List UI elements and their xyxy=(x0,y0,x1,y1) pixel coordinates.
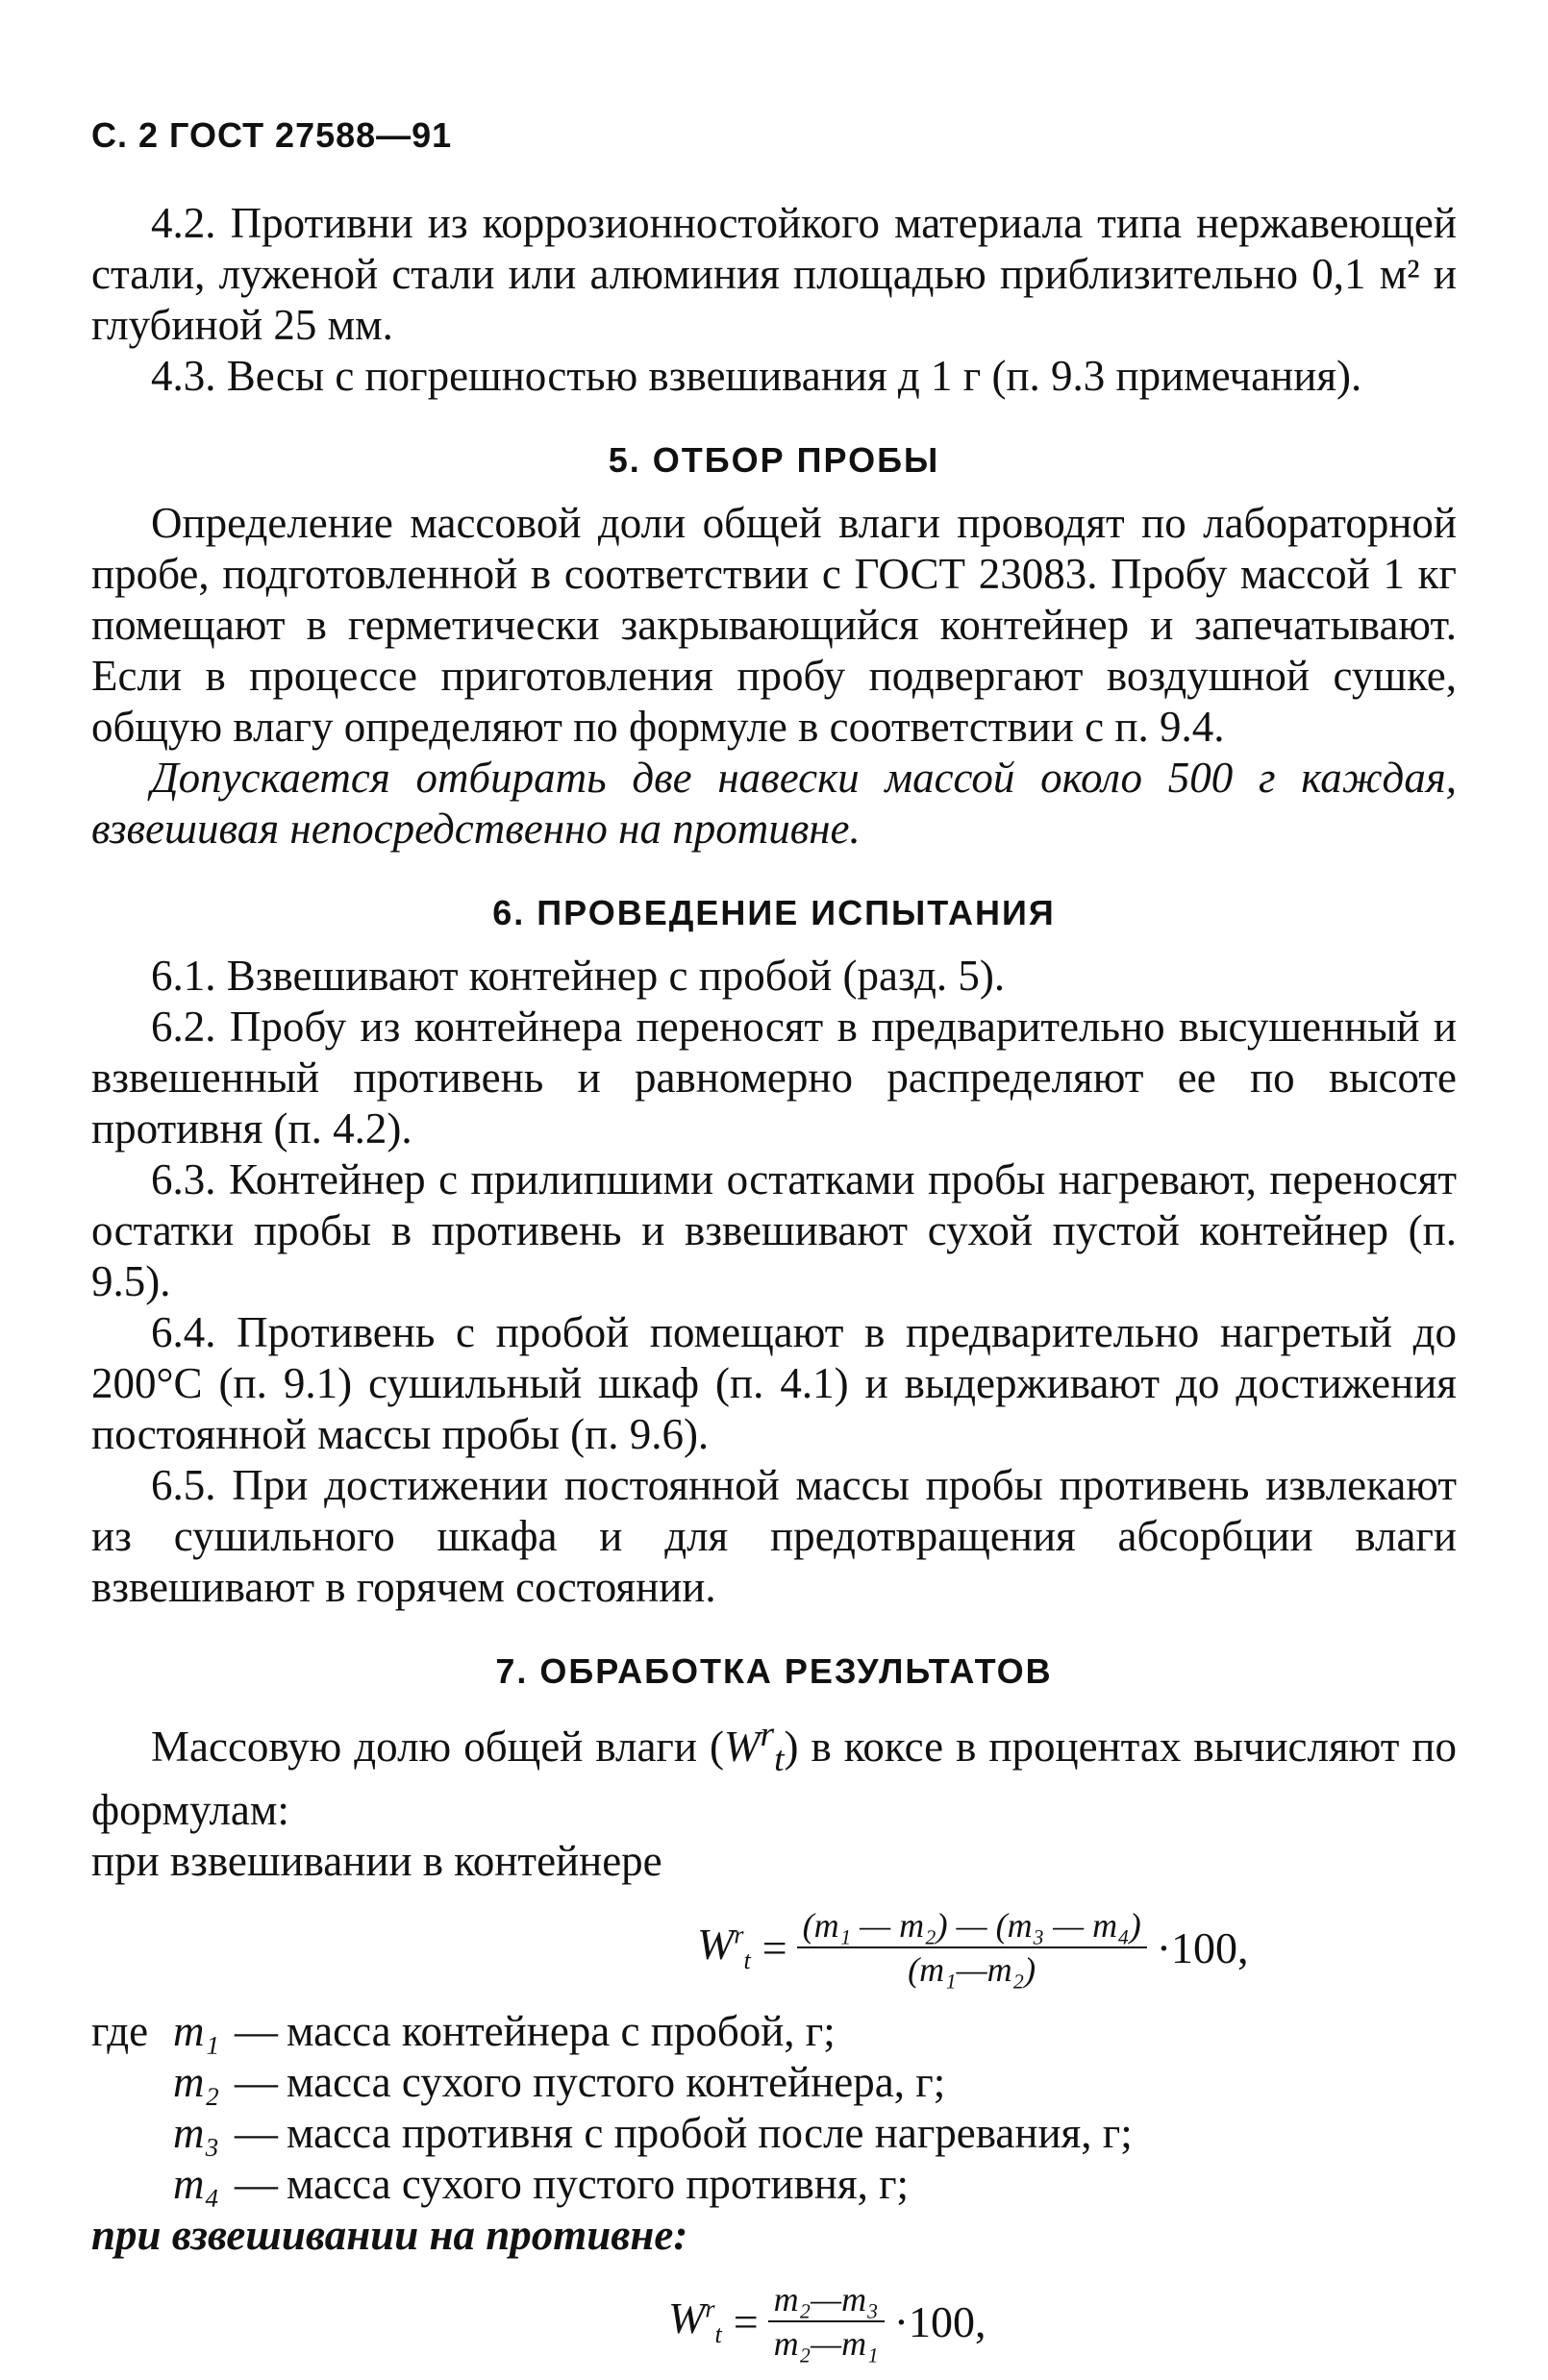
formula-1-multiplier: ·100, xyxy=(1156,1922,1249,1972)
document-page xyxy=(91,115,1457,2380)
paragraph-6-3: 6.3. Контейнер с прилипшими остатками пробы нагревают, переносят остатки пробы в противень и взвешивают сухой пустой контейнер (п. 9.5). xyxy=(91,1155,1457,1305)
page-header: С. 2 ГОСТ 27588—91 xyxy=(91,115,453,155)
intro-text-b: ) в коксе в процентах вычисляют по формулам: xyxy=(91,1723,1457,1834)
legend-row: m₄ — масса сухого пустого противня, г; xyxy=(173,2160,910,2208)
section-5-paragraph: Определение массовой доли общей влаги проводят по лабораторной пробе, подготовленной в соответствии с ГОСТ 23083. Пробу массой 1 кг помещают в герметически закрывающийся контейнер и запечатывают. Если в процессе приготовления пробу подвергают воздушной сушке, общую влагу определяют по формуле в соответствии с п. 9.4. xyxy=(91,499,1457,751)
paragraph-6-1: 6.1. Взвешивают контейнер с пробой (разд. 5). xyxy=(151,952,1006,1000)
paragraph-4-3: 4.3. Весы с погрешностью взвешивания д 1 г (п. 9.3 примечания). xyxy=(151,352,1362,400)
paragraph-6-4: 6.4. Противень с пробой помещают в предварительно нагретый до 200°С (п. 9.1) сушильный шкаф (п. 4.1) и выдерживают до достижения постоянной массы пробы (п. 9.6). xyxy=(91,1308,1457,1458)
formula-1-fraction xyxy=(797,1904,1147,1991)
section-7-title: 7. ОБРАБОТКА РЕЗУЛЬТАТОВ xyxy=(495,1651,1053,1691)
section-6-title: 6. ПРОВЕДЕНИЕ ИСПЫТАНИЯ xyxy=(492,893,1056,932)
intro-symbol: $W^r_t$ xyxy=(723,1715,785,1779)
legend-row: где m₁ — масса контейнера с пробой, г; xyxy=(91,2007,836,2055)
formula-1-lhs: $W^r_t$ xyxy=(697,1920,751,1975)
paragraph-6-5: 6.5. При достижении постоянной массы пробы противень извлекают из сушильного шкафа и для предотвращения абсорбции влаги взвешивают в горячем состоянии. xyxy=(91,1461,1457,1611)
formula-2-numerator: m₂—m₃ xyxy=(768,2278,885,2322)
intro-text-a: Массовую долю общей влаги ( xyxy=(151,1723,724,1771)
paragraph-4-2: 4.2. Противни из коррозионностойкого материала типа нержавеющей стали, луженой стали или алюминия площадью приблизительно 0,1 м² и глубиной 25 мм. xyxy=(91,199,1457,349)
legend-row: m₃ — масса противня с пробой после нагревания, г; xyxy=(173,2109,1133,2157)
case-tray: при взвешивании на противне: xyxy=(91,2211,688,2259)
legend-row: m₂ — масса сухого пустого контейнера, г; xyxy=(173,2058,946,2106)
section-7-intro xyxy=(91,1709,1457,1836)
formula-1-numerator: (m₁ — m₂) — (m₃ — m₄) xyxy=(797,1904,1147,1948)
case-container: при взвешивании в контейнере xyxy=(91,1837,662,1885)
formula-2-denominator: m₂—m₁ xyxy=(773,2324,879,2363)
section-5-title: 5. ОТБОР ПРОБЫ xyxy=(608,440,940,480)
formula-1-equals: = xyxy=(762,1922,787,1972)
section-5-note: Допускается отбирать две навески массой около 500 г каждая, взвешивая непосредственно на противне. xyxy=(91,754,1457,853)
formula-tray xyxy=(668,2278,1457,2365)
formula-2-lhs: $W^r_t$ xyxy=(668,2293,722,2349)
formula-2-fraction xyxy=(768,2278,885,2365)
formula-1-denominator: (m₁—m₂) xyxy=(908,1950,1036,1989)
paragraph-6-2: 6.2. Пробу из контейнера переносят в предварительно высушенный и взвешенный противень и равномерно распределяют ее по высоте противня (п. 4.2). xyxy=(91,1003,1457,1153)
formula-2-equals: = xyxy=(733,2296,759,2346)
variable-legend xyxy=(91,2006,1457,2210)
formula-2-multiplier: ·100, xyxy=(893,2296,986,2346)
formula-container xyxy=(697,1904,1457,1991)
